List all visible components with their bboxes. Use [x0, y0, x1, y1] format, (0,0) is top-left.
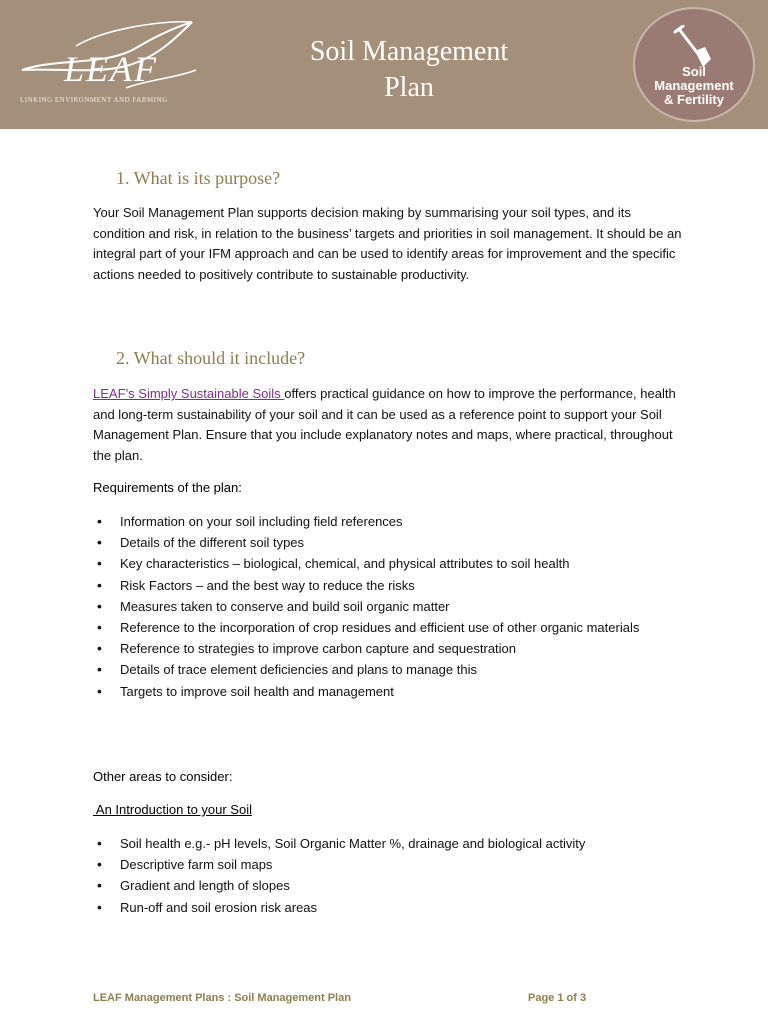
badge-line-2: Management [654, 78, 734, 93]
footer-page-number: Page 1 of 3 [528, 992, 587, 1004]
logo-wordmark: LEAF [64, 49, 158, 89]
leaf-logo [16, 18, 206, 108]
list-item: • Reference to strategies to improve carbon capture and sequestration [93, 638, 683, 659]
list-item: • Targets to improve soil health and management [93, 681, 683, 702]
list-item: • Key characteristics – biological, chemical, and physical attributes to soil health [93, 553, 683, 574]
list-item: • Gradient and length of slopes [93, 875, 683, 896]
simply-sustainable-soils-link[interactable]: LEAF’s Simply Sustainable Soils [93, 386, 285, 401]
section-1-body: Your Soil Management Plan supports decision making by summarising your soil types, and its condition and risk, in relation to the business’ targets and priorities in soil management. It should be an integral part of your IFM approach and can be used to identify areas for improvement and the specific actions needed to positively contribute to sustainable productivity. [93, 205, 682, 282]
soil-management-badge [633, 7, 755, 122]
logo-tagline: LINKING ENVIRONMENT AND FARMING [20, 96, 168, 104]
title-line-1: Soil Management [309, 36, 509, 67]
section-2-body-text: offers practical guidance on how to improve the performance, health and long-term sustainability of your soil and it can be used as a reference point to support your Soil Management Plan. Ensure that you include explanatory notes and maps, where practical, throughout the plan. [93, 386, 676, 463]
list-item: • Measures taken to conserve and build soil organic matter [93, 596, 683, 617]
page-header [0, 0, 768, 129]
requirements-heading: Requirements of the plan: [93, 480, 242, 495]
list-item: • Descriptive farm soil maps [93, 854, 683, 875]
section-2-body [93, 384, 683, 466]
title-line-2: Plan [384, 72, 434, 103]
footer-document-name: LEAF Management Plans : Soil Management Plan [93, 992, 351, 1004]
requirements-list [93, 511, 683, 702]
intro-soil-heading: An Introduction to your Soil [93, 802, 252, 817]
document-title [250, 34, 568, 106]
list-item: • Risk Factors – and the best way to reduce the risks [93, 575, 683, 596]
list-item: • Details of the different soil types [93, 532, 683, 553]
intro-soil-list [93, 833, 683, 918]
badge-line-1: Soil [682, 64, 706, 79]
badge-label [635, 65, 753, 107]
list-item: • Soil health e.g.- pH levels, Soil Organic Matter %, drainage and biological activity [93, 833, 683, 854]
section-2-heading: 2. What should it include? [116, 348, 306, 368]
list-item: • Details of trace element deficiencies and plans to manage this [93, 659, 683, 680]
list-item: • Run-off and soil erosion risk areas [93, 897, 683, 918]
spade-icon [673, 25, 713, 69]
list-item: • Reference to the incorporation of crop residues and efficient use of other organic materials [93, 617, 683, 638]
other-areas-heading: Other areas to consider: [93, 769, 233, 784]
badge-line-3: & Fertility [664, 92, 724, 107]
list-item: • Information on your soil including field references [93, 511, 683, 532]
section-1-heading: 1. What is its purpose? [116, 168, 281, 188]
